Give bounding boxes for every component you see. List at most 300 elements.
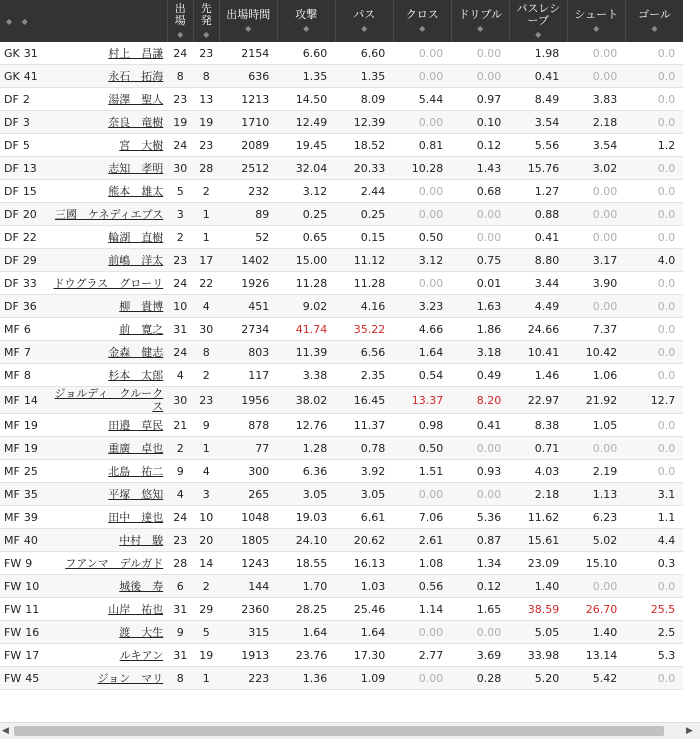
- table-row: [0, 506, 683, 529]
- stat-cell: 3.05: [277, 483, 335, 506]
- stat-cell: 3.54: [509, 111, 567, 134]
- stat-cell: 0.00: [451, 42, 509, 65]
- position-number-cell: [0, 621, 47, 644]
- starts-cell: 19: [193, 111, 219, 134]
- scroll-right-icon[interactable]: ▶: [686, 726, 693, 736]
- stat-cell: 0.00: [393, 621, 451, 644]
- starts-cell: 23: [193, 387, 219, 414]
- position-number-cell: [0, 111, 47, 134]
- stat-cell: 1.43: [451, 157, 509, 180]
- table-row: [0, 88, 683, 111]
- shirt-number: 17: [25, 648, 40, 662]
- stat-cell: 5.02: [567, 529, 625, 552]
- stat-cell: 0.0: [625, 157, 683, 180]
- shirt-number: 25: [23, 464, 38, 478]
- table-row: [0, 65, 683, 88]
- stat-cell: 22.97: [509, 387, 567, 414]
- stat-cell: 1.14: [393, 598, 451, 621]
- player-name-link[interactable]: 熊本 雄太: [108, 185, 164, 198]
- player-name-cell: [47, 180, 167, 203]
- stat-cell: 6.36: [277, 460, 335, 483]
- stat-cell: 6.61: [335, 506, 393, 529]
- stat-cell: 0.0: [625, 111, 683, 134]
- stat-cell: 0.65: [277, 226, 335, 249]
- shirt-number: 19: [23, 441, 38, 455]
- minutes-cell: 1243: [219, 552, 277, 575]
- shirt-number: 22: [22, 230, 37, 244]
- shirt-number: 29: [22, 253, 37, 267]
- column-header-starts[interactable]: 先発 ◆: [193, 0, 219, 42]
- stat-cell: 11.62: [509, 506, 567, 529]
- player-name-cell: [47, 272, 167, 295]
- stat-cell: 0.0: [625, 295, 683, 318]
- player-name-link[interactable]: 三國 ケネディエブス: [54, 207, 164, 221]
- position-label: MF: [4, 533, 20, 547]
- stat-cell: 11.28: [277, 272, 335, 295]
- stat-cell: 15.10: [567, 552, 625, 575]
- stat-cell: 3.05: [335, 483, 393, 506]
- player-name-link[interactable]: 輪湖 直樹: [108, 231, 164, 244]
- table-row: [0, 575, 683, 598]
- player-name-link[interactable]: 湯澤 聖人: [108, 93, 164, 106]
- player-name-cell: [47, 460, 167, 483]
- position-number-cell: [0, 318, 47, 341]
- stat-cell: 17.30: [335, 644, 393, 667]
- stat-cell: 0.12: [451, 134, 509, 157]
- stat-cell: 35.22: [335, 318, 393, 341]
- table-row: [0, 157, 683, 180]
- apps-cell: 2: [167, 226, 193, 249]
- minutes-cell: 52: [219, 226, 277, 249]
- apps-cell: 5: [167, 180, 193, 203]
- shirt-number: 2: [22, 92, 30, 106]
- apps-cell: 24: [167, 506, 193, 529]
- stat-cell: 6.56: [335, 341, 393, 364]
- stat-cell: 0.81: [393, 134, 451, 157]
- apps-cell: 24: [167, 272, 193, 295]
- player-name-link[interactable]: 奈良 竜樹: [108, 116, 164, 129]
- shirt-number: 9: [25, 556, 33, 570]
- stat-cell: 3.02: [567, 157, 625, 180]
- stat-cell: 16.45: [335, 387, 393, 414]
- stat-cell: 7.37: [567, 318, 625, 341]
- player-name-link[interactable]: 金森 健志: [108, 346, 164, 359]
- position-label: FW: [4, 625, 22, 639]
- stat-cell: 1.64: [393, 341, 451, 364]
- stat-cell: 0.0: [625, 318, 683, 341]
- stat-cell: 0.00: [393, 180, 451, 203]
- player-name-link[interactable]: 村上 昌謙: [108, 47, 164, 60]
- player-name-link[interactable]: ジョン マリ: [97, 672, 164, 685]
- shirt-number: 5: [22, 138, 30, 152]
- position-number-cell: [0, 157, 47, 180]
- stat-cell: 1.28: [277, 437, 335, 460]
- player-name-cell: [47, 203, 167, 226]
- column-header-minutes[interactable]: 出場時間 ◆: [219, 0, 277, 42]
- stat-cell: 4.66: [393, 318, 451, 341]
- position-label: DF: [4, 115, 19, 129]
- column-header-pass[interactable]: パス ◆: [335, 0, 393, 42]
- stat-cell: 2.44: [335, 180, 393, 203]
- player-name-cell: [47, 506, 167, 529]
- stat-cell: 1.08: [393, 552, 451, 575]
- stat-cell: 1.35: [335, 65, 393, 88]
- stat-cell: 3.92: [335, 460, 393, 483]
- position-number-cell: [0, 437, 47, 460]
- table-row: [0, 552, 683, 575]
- shirt-number: 15: [22, 184, 37, 198]
- stat-cell: 19.45: [277, 134, 335, 157]
- table-row: [0, 341, 683, 364]
- stat-cell: 0.41: [509, 65, 567, 88]
- player-name-link[interactable]: 重廣 卓也: [108, 442, 164, 455]
- position-number-cell: [0, 341, 47, 364]
- minutes-cell: 878: [219, 414, 277, 437]
- stat-cell: 12.49: [277, 111, 335, 134]
- player-name-cell: [47, 437, 167, 460]
- stat-cell: 3.83: [567, 88, 625, 111]
- minutes-cell: 265: [219, 483, 277, 506]
- minutes-cell: 232: [219, 180, 277, 203]
- column-header-attack[interactable]: 攻撃 ◆: [277, 0, 335, 42]
- stat-cell: 9.02: [277, 295, 335, 318]
- stat-cell: 33.98: [509, 644, 567, 667]
- shirt-number: 33: [22, 276, 37, 290]
- stat-cell: 3.1: [625, 483, 683, 506]
- stat-cell: 0.00: [567, 295, 625, 318]
- stat-cell: 8.49: [509, 88, 567, 111]
- stat-cell: 8.09: [335, 88, 393, 111]
- stat-cell: 0.0: [625, 203, 683, 226]
- player-name-link[interactable]: ルキアン: [119, 649, 164, 662]
- starts-cell: 17: [193, 249, 219, 272]
- position-label: DF: [4, 276, 19, 290]
- column-header-goal[interactable]: ゴール ◆: [625, 0, 683, 42]
- stat-cell: 0.88: [509, 203, 567, 226]
- stat-cell: 0.56: [393, 575, 451, 598]
- stat-cell: 2.18: [567, 111, 625, 134]
- stat-cell: 3.12: [277, 180, 335, 203]
- stat-cell: 0.00: [451, 483, 509, 506]
- stat-cell: 2.19: [567, 460, 625, 483]
- sort-icon: ◆: [177, 30, 184, 39]
- stat-cell: 0.00: [393, 42, 451, 65]
- apps-cell: 24: [167, 134, 193, 157]
- position-number-cell: [0, 203, 47, 226]
- starts-cell: 2: [193, 575, 219, 598]
- position-label: DF: [4, 92, 19, 106]
- apps-cell: 2: [167, 437, 193, 460]
- table-row: [0, 364, 683, 387]
- stat-cell: 38.02: [277, 387, 335, 414]
- stat-cell: 20.33: [335, 157, 393, 180]
- stat-cell: 0.0: [625, 180, 683, 203]
- stat-cell: 25.46: [335, 598, 393, 621]
- stat-cell: 6.60: [277, 42, 335, 65]
- apps-cell: 9: [167, 460, 193, 483]
- stat-cell: 10.42: [567, 341, 625, 364]
- player-name-link[interactable]: 杉本 太郎: [108, 369, 164, 382]
- table-header-row: [0, 0, 683, 42]
- stat-cell: 5.05: [509, 621, 567, 644]
- sort-header-player[interactable]: [0, 0, 167, 42]
- stat-cell: 8.38: [509, 414, 567, 437]
- shirt-number: 20: [22, 207, 37, 221]
- player-name-link[interactable]: 永石 拓海: [108, 70, 164, 83]
- stat-cell: 1.27: [509, 180, 567, 203]
- shirt-number: 11: [25, 602, 40, 616]
- sort-icon: ◆: [593, 24, 600, 33]
- player-name-cell: [47, 387, 167, 414]
- stat-cell: 4.03: [509, 460, 567, 483]
- stat-cell: 0.87: [451, 529, 509, 552]
- stat-cell: 0.00: [393, 483, 451, 506]
- player-name-link[interactable]: 北島 祐二: [108, 465, 164, 478]
- shirt-number: 8: [23, 368, 31, 382]
- stat-cell: 1.2: [625, 134, 683, 157]
- stat-cell: 0.93: [451, 460, 509, 483]
- sort-icon: ◆: [651, 24, 658, 33]
- stat-cell: 5.42: [567, 667, 625, 690]
- shirt-number: 36: [22, 299, 37, 313]
- player-name-link[interactable]: 中村 駿: [119, 534, 164, 547]
- table-row: [0, 644, 683, 667]
- apps-cell: 24: [167, 341, 193, 364]
- shirt-number: 3: [22, 115, 30, 129]
- shirt-number: 19: [23, 418, 38, 432]
- player-name-cell: [47, 226, 167, 249]
- starts-cell: 29: [193, 598, 219, 621]
- player-name-link[interactable]: 平塚 悠知: [108, 488, 164, 501]
- player-name-link[interactable]: 前嶋 洋太: [108, 254, 164, 267]
- stat-cell: 0.00: [451, 437, 509, 460]
- stat-cell: 0.01: [451, 272, 509, 295]
- stat-cell: 11.12: [335, 249, 393, 272]
- apps-cell: 23: [167, 249, 193, 272]
- stat-cell: 24.10: [277, 529, 335, 552]
- shirt-number: 39: [23, 510, 38, 524]
- scroll-left-icon[interactable]: ◀: [2, 726, 9, 736]
- stat-cell: 1.05: [567, 414, 625, 437]
- sort-icon: ◆: [6, 16, 13, 26]
- minutes-cell: 1402: [219, 249, 277, 272]
- stat-cell: 0.0: [625, 414, 683, 437]
- column-header-cross[interactable]: クロス ◆: [393, 0, 451, 42]
- minutes-cell: 636: [219, 65, 277, 88]
- apps-cell: 23: [167, 88, 193, 111]
- stat-cell: 2.35: [335, 364, 393, 387]
- player-name-cell: [47, 414, 167, 437]
- table-row: [0, 295, 683, 318]
- stat-cell: 7.06: [393, 506, 451, 529]
- column-header-apps[interactable]: 出場 ◆: [167, 0, 193, 42]
- apps-cell: 3: [167, 203, 193, 226]
- player-name-link[interactable]: 前 寛之: [119, 323, 164, 336]
- stat-cell: 0.10: [451, 111, 509, 134]
- player-name-link[interactable]: ジョルディ クルークス: [54, 387, 164, 413]
- sort-icon: ◆: [303, 24, 310, 33]
- stat-cell: 1.64: [277, 621, 335, 644]
- stat-cell: 11.37: [335, 414, 393, 437]
- player-name-cell: [47, 552, 167, 575]
- player-name-link[interactable]: ドウグラス グローリ: [53, 276, 164, 290]
- position-label: DF: [4, 230, 19, 244]
- position-label: MF: [4, 418, 20, 432]
- player-name-cell: [47, 529, 167, 552]
- stat-cell: 0.41: [451, 414, 509, 437]
- table-row: [0, 460, 683, 483]
- shirt-number: 41: [23, 69, 38, 83]
- shirt-number: 14: [23, 393, 38, 407]
- stat-cell: 0.0: [625, 437, 683, 460]
- stat-cell: 0.0: [625, 364, 683, 387]
- table-row: [0, 203, 683, 226]
- apps-cell: 28: [167, 552, 193, 575]
- column-header-dribble[interactable]: ドリブル ◆: [451, 0, 509, 42]
- stat-cell: 1.86: [451, 318, 509, 341]
- stat-cell: 1.36: [277, 667, 335, 690]
- position-label: FW: [4, 556, 22, 570]
- stat-cell: 12.76: [277, 414, 335, 437]
- player-name-cell: [47, 644, 167, 667]
- player-name-cell: [47, 249, 167, 272]
- stat-cell: 1.13: [567, 483, 625, 506]
- stat-cell: 1.03: [335, 575, 393, 598]
- stat-cell: 23.76: [277, 644, 335, 667]
- stat-cell: 2.61: [393, 529, 451, 552]
- table-row: [0, 414, 683, 437]
- minutes-cell: 315: [219, 621, 277, 644]
- stat-cell: 0.0: [625, 226, 683, 249]
- position-number-cell: [0, 226, 47, 249]
- stat-cell: 6.60: [335, 42, 393, 65]
- stat-cell: 3.90: [567, 272, 625, 295]
- player-name-cell: [47, 364, 167, 387]
- player-name-cell: [47, 157, 167, 180]
- position-label: DF: [4, 207, 19, 221]
- stat-cell: 0.00: [393, 65, 451, 88]
- starts-cell: 5: [193, 621, 219, 644]
- stat-cell: 4.0: [625, 249, 683, 272]
- position-label: MF: [4, 510, 20, 524]
- stat-cell: 41.74: [277, 318, 335, 341]
- position-label: DF: [4, 299, 19, 313]
- apps-cell: 21: [167, 414, 193, 437]
- stat-cell: 0.25: [277, 203, 335, 226]
- stat-cell: 5.56: [509, 134, 567, 157]
- apps-cell: 4: [167, 364, 193, 387]
- starts-cell: 10: [193, 506, 219, 529]
- player-name-link[interactable]: 渡 大生: [119, 626, 164, 639]
- stat-cell: 3.69: [451, 644, 509, 667]
- stat-cell: 15.76: [509, 157, 567, 180]
- shirt-number: 40: [23, 533, 38, 547]
- player-name-link[interactable]: 田邉 草民: [108, 419, 164, 432]
- starts-cell: 2: [193, 180, 219, 203]
- stat-cell: 0.15: [335, 226, 393, 249]
- minutes-cell: 117: [219, 364, 277, 387]
- stat-cell: 18.55: [277, 552, 335, 575]
- stat-cell: 0.00: [567, 65, 625, 88]
- player-name-cell: [47, 341, 167, 364]
- stat-cell: 0.0: [625, 88, 683, 111]
- starts-cell: 8: [193, 341, 219, 364]
- sort-icon: ◆: [21, 16, 28, 26]
- player-name-link[interactable]: 城後 寿: [119, 580, 164, 593]
- stat-cell: 8.80: [509, 249, 567, 272]
- minutes-cell: 223: [219, 667, 277, 690]
- shirt-number: 13: [22, 161, 37, 175]
- stat-cell: 0.98: [393, 414, 451, 437]
- stat-cell: 1.40: [509, 575, 567, 598]
- starts-cell: 2: [193, 364, 219, 387]
- player-name-link[interactable]: 宮 大樹: [119, 139, 164, 152]
- table-row: [0, 249, 683, 272]
- stat-cell: 4.49: [509, 295, 567, 318]
- apps-cell: 31: [167, 318, 193, 341]
- stat-cell: 32.04: [277, 157, 335, 180]
- player-name-link[interactable]: 柳 貴博: [119, 300, 164, 313]
- apps-cell: 31: [167, 644, 193, 667]
- player-name-link[interactable]: フアンマ デルガド: [65, 557, 164, 570]
- apps-cell: 8: [167, 65, 193, 88]
- player-name-link[interactable]: 田中 達也: [108, 511, 164, 524]
- starts-cell: 3: [193, 483, 219, 506]
- player-name-cell: [47, 111, 167, 134]
- position-label: DF: [4, 253, 19, 267]
- scrollbar-thumb[interactable]: [14, 726, 664, 736]
- stat-cell: 0.00: [393, 203, 451, 226]
- stat-cell: 3.17: [567, 249, 625, 272]
- stat-cell: 5.36: [451, 506, 509, 529]
- position-number-cell: [0, 575, 47, 598]
- sort-icon: ◆: [419, 24, 426, 33]
- shirt-number: 6: [23, 322, 31, 336]
- apps-cell: 23: [167, 529, 193, 552]
- minutes-cell: 144: [219, 575, 277, 598]
- minutes-cell: 1710: [219, 111, 277, 134]
- column-header-pass-receive[interactable]: パスレシーブ ◆: [509, 0, 567, 42]
- position-label: MF: [4, 345, 20, 359]
- position-label: FW: [4, 648, 22, 662]
- horizontal-scrollbar[interactable]: [0, 722, 700, 739]
- apps-cell: 19: [167, 111, 193, 134]
- stat-cell: 0.3: [625, 552, 683, 575]
- stat-cell: 26.70: [567, 598, 625, 621]
- stat-cell: 0.00: [451, 621, 509, 644]
- stat-cell: 5.3: [625, 644, 683, 667]
- player-name-link[interactable]: 志知 孝明: [108, 162, 164, 175]
- stat-cell: 1.09: [335, 667, 393, 690]
- minutes-cell: 1805: [219, 529, 277, 552]
- stat-cell: 0.0: [625, 575, 683, 598]
- position-label: GK: [4, 46, 20, 60]
- stat-cell: 0.0: [625, 341, 683, 364]
- minutes-cell: 1048: [219, 506, 277, 529]
- stat-cell: 0.0: [625, 460, 683, 483]
- position-number-cell: [0, 460, 47, 483]
- minutes-cell: 1913: [219, 644, 277, 667]
- column-header-shoot[interactable]: シュート ◆: [567, 0, 625, 42]
- stat-cell: 0.49: [451, 364, 509, 387]
- position-number-cell: [0, 667, 47, 690]
- starts-cell: 1: [193, 203, 219, 226]
- minutes-cell: 1926: [219, 272, 277, 295]
- position-number-cell: [0, 364, 47, 387]
- player-name-link[interactable]: 山岸 祐也: [108, 603, 164, 616]
- player-name-cell: [47, 295, 167, 318]
- minutes-cell: 2512: [219, 157, 277, 180]
